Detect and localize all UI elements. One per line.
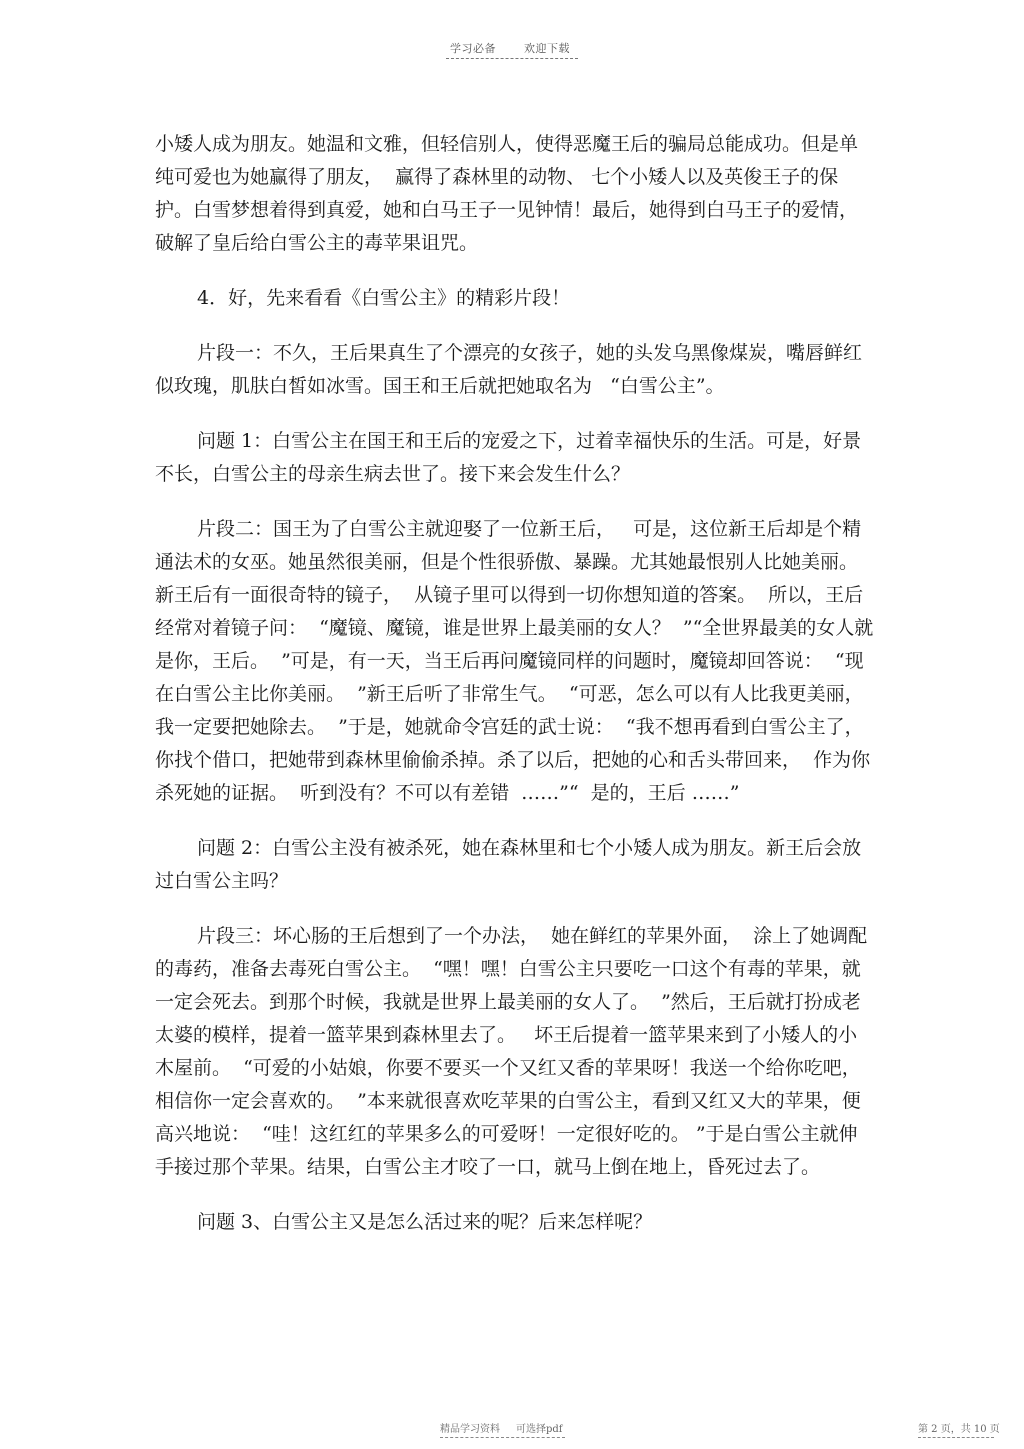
paragraph-question-3: 问题 3、白雪公主又是怎么活过来的呢？后来怎样呢？ (197, 1211, 653, 1233)
paragraph-section-4: 4．好，先来看看《白雪公主》的精彩片段！ (197, 287, 571, 309)
paragraph-excerpt-2: 片段二：国王为了白雪公主就迎娶了一位新王后， 可是，这位新王后却是个精通法术的女巫。她虽然很美丽，但是个性很骄傲、暴躁。尤其她最恨别人比她美丽。新王后有一面很奇特的镜子， 从镜子里可以得到一切你想知道的答案。 所以，王后经常对着镜子问： “魔镜、魔镜，谁是世界上最美丽的女人？ ”“全世界最美的女人就是你，王后。 ”可是，有一天，当王后再问魔镜同样的问题时，魔镜却回答说： “现在白雪公主比你美丽。 ”新王后听了非常生气。 “可恶，怎么可以有人比我更美丽，我一定要把她除去。 ”于是，她就命令宫廷的武士说： “我不想再看到白雪公主了，你找个借口，把她带到森林里偷偷杀掉。杀了以后，把她的心和舌头带回来， 作为你杀死她的证据。 听到没有？不可以有差错 ……”“ 是的，王后 ……” (155, 518, 874, 804)
footer-pdf-text: 可选择pdf (516, 1424, 563, 1435)
header-left-text: 学习必备 (450, 42, 496, 55)
footer-divider (440, 1437, 565, 1438)
header-divider (446, 58, 578, 59)
paragraph-excerpt-3: 片段三：坏心肠的王后想到了一个办法， 她在鲜红的苹果外面， 涂上了她调配的毒药，准备去毒死白雪公主。 “嘿！嘿！白雪公主只要吃一口这个有毒的苹果，就一定会死去。到那个时候，我就是世界上最美丽的女人了。 ”然后，王后就打扮成老太婆的模样，提着一篮苹果到森林里去了。 坏王后提着一篮苹果来到了小矮人的小木屋前。 “可爱的小姑娘，你要不要买一个又红又香的苹果呀！我送一个给你吃吧，相信你一定会喜欢的。 ”本来就很喜欢吃苹果的白雪公主，看到又红又大的苹果，便高兴地说： “哇！这红红的苹果多么的可爱呀！一定很好吃的。 ”于是白雪公主就伸手接过那个苹果。结果，白雪公主才咬了一口，就马上倒在地上，昏死过去了。 (155, 925, 868, 1178)
page-number: 第 2 页，共 10 页 (918, 1424, 1000, 1435)
paragraph-question-1: 问题 1：白雪公主在国王和王后的宠爱之下，过着幸福快乐的生活。可是，好景不长，白雪公主的母亲生病去世了。接下来会发生什么？ (155, 430, 862, 485)
page-header (440, 40, 580, 56)
paragraph-question-2: 问题 2：白雪公主没有被杀死，她在森林里和七个小矮人成为朋友。新王后会放过白雪公主吗？ (155, 837, 862, 892)
header-right-text: 欢迎下载 (524, 42, 570, 55)
document-body (155, 128, 875, 1261)
page-number-divider (918, 1437, 994, 1438)
footer-source-text: 精品学习资料 (440, 1424, 500, 1435)
paragraph-excerpt-1: 片段一：不久，王后果真生了个漂亮的女孩子，她的头发乌黑像煤炭，嘴唇鲜红似玫瑰，肌肤白皙如冰雪。国王和王后就把她取名为 “白雪公主”。 (155, 342, 863, 397)
page-footer-left (440, 1420, 563, 1435)
paragraph-intro: 小矮人成为朋友。她温和文雅，但轻信别人，使得恶魔王后的骗局总能成功。但是单纯可爱也为她赢得了朋友， 赢得了森林里的动物、 七个小矮人以及英俊王子的保护。白雪梦想着得到真爱，她和白马王子一见钟情！最后，她得到白马王子的爱情，破解了皇后给白雪公主的毒苹果诅咒。 (155, 133, 859, 254)
